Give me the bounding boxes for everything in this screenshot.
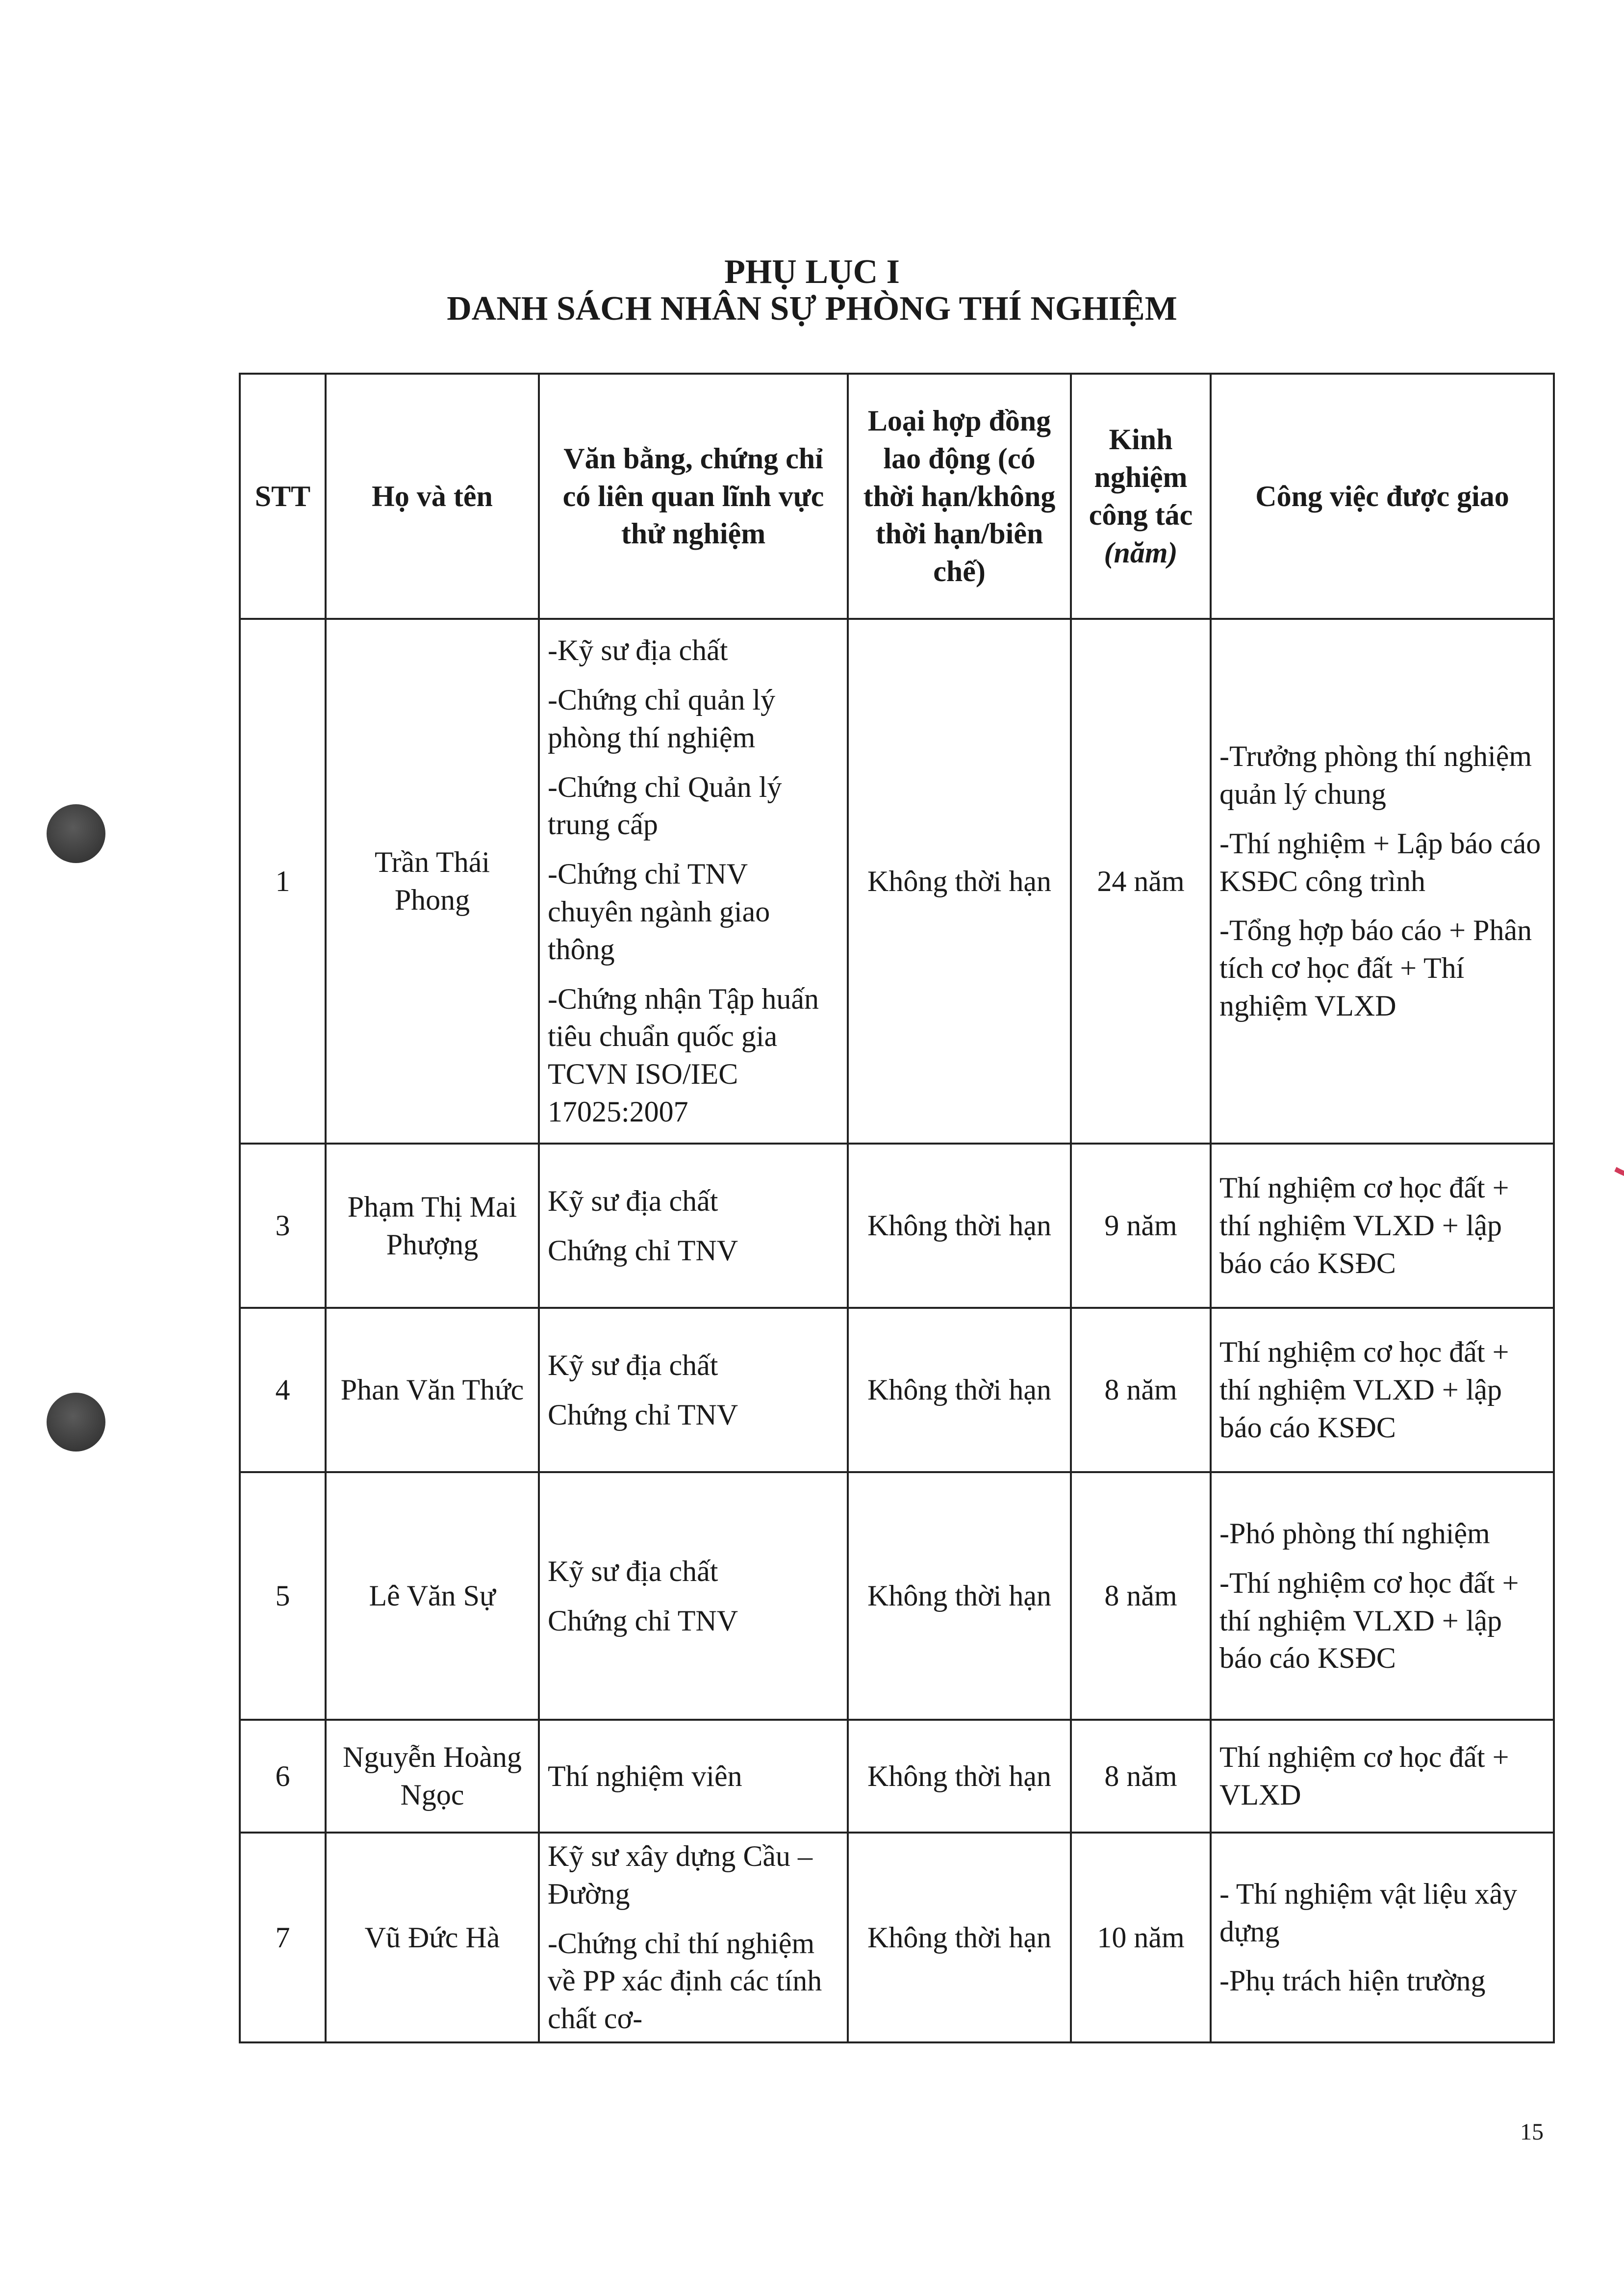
- cell-name: Trần Thái Phong: [326, 619, 539, 1144]
- document-title: DANH SÁCH NHÂN SỰ PHÒNG THÍ NGHIỆM: [447, 290, 1177, 328]
- header-experience: [1071, 374, 1211, 619]
- table-header-row: [240, 374, 1554, 619]
- page-number: 15: [1520, 2119, 1544, 2145]
- task-item: Thí nghiệm cơ học đất + thí nghiệm VLXD + lập báo cáo KSĐC: [1219, 1336, 1509, 1444]
- punch-hole: [47, 1393, 105, 1452]
- cert-item: -Chứng chỉ thí nghiệm về PP xác định các tính chất cơ-: [548, 1927, 822, 2035]
- cert-item: -Chứng nhận Tập huấn tiêu chuẩn quốc gia TCVN ISO/IEC 17025:2007: [548, 982, 819, 1128]
- cell-experience: 8 năm: [1071, 1720, 1211, 1833]
- table-row: [240, 1144, 1554, 1308]
- table-row: [240, 1472, 1554, 1720]
- cert-item: Kỹ sư địa chất: [548, 1184, 718, 1217]
- seal-stamp: [1559, 1285, 1624, 1481]
- cert-item: Kỹ sư xây dựng Cầu –Đường: [548, 1840, 812, 1910]
- cell-contract: Không thời hạn: [848, 1144, 1071, 1308]
- cert-item: -Chứng chỉ quản lý phòng thí nghiệm: [548, 684, 776, 754]
- task-item: -Phụ trách hiện trường: [1219, 1964, 1486, 1997]
- header-name: Họ và tên: [326, 374, 539, 619]
- cell-experience: 8 năm: [1071, 1308, 1211, 1472]
- task-item: Thí nghiệm cơ học đất + VLXD: [1219, 1741, 1509, 1811]
- cert-item: -Chứng chỉ Quản lý trung cấp: [548, 770, 782, 841]
- cell-stt: 4: [240, 1308, 326, 1472]
- cell-stt: 5: [240, 1472, 326, 1720]
- task-item: -Thí nghiệm cơ học đất + thí nghiệm VLXD + lập báo cáo KSĐC: [1219, 1566, 1519, 1675]
- cell-contract: Không thời hạn: [848, 1833, 1071, 2042]
- cell-certs: [539, 1833, 848, 2042]
- cell-tasks: [1211, 1833, 1554, 2042]
- cell-name: Vũ Đức Hà: [326, 1833, 539, 2042]
- cert-item: -Chứng chỉ TNV chuyên ngành giao thông: [548, 858, 770, 966]
- cell-tasks: [1211, 1472, 1554, 1720]
- cell-experience: 9 năm: [1071, 1144, 1211, 1308]
- header-experience-label: Kinh nghiệm công tác: [1089, 423, 1193, 531]
- cert-item: Chứng chỉ TNV: [548, 1604, 738, 1637]
- cell-experience: 10 năm: [1071, 1833, 1211, 2042]
- appendix-title: PHỤ LỤC I: [724, 253, 900, 291]
- cell-certs: [539, 1720, 848, 1833]
- table-row: [240, 1720, 1554, 1833]
- cell-tasks: [1211, 1308, 1554, 1472]
- header-stt: STT: [240, 374, 326, 619]
- task-item: -Thí nghiệm + Lập báo cáo KSĐC công trình: [1219, 827, 1541, 897]
- task-item: - Thí nghiệm vật liệu xây dựng: [1219, 1877, 1518, 1948]
- task-item: -Trưởng phòng thí nghiệm quản lý chung: [1219, 740, 1532, 810]
- task-item: -Phó phòng thí nghiệm: [1219, 1517, 1490, 1550]
- punch-hole: [47, 804, 105, 863]
- cell-name: Phạm Thị Mai Phượng: [326, 1144, 539, 1308]
- cert-item: Chứng chỉ TNV: [548, 1234, 738, 1267]
- header-task: Công việc được giao: [1211, 374, 1554, 619]
- cell-name: Nguyễn Hoàng Ngọc: [326, 1720, 539, 1833]
- cell-name: Phan Văn Thức: [326, 1308, 539, 1472]
- cell-experience: 24 năm: [1071, 619, 1211, 1144]
- cert-item: Chứng chỉ TNV: [548, 1398, 738, 1431]
- header-cert: Văn bằng, chứng chỉ có liên quan lĩnh vực thử nghiệm: [539, 374, 848, 619]
- cell-tasks: [1211, 1720, 1554, 1833]
- personnel-table: [239, 373, 1555, 2043]
- cell-stt: 3: [240, 1144, 326, 1308]
- cell-certs: [539, 619, 848, 1144]
- cell-stt: 6: [240, 1720, 326, 1833]
- cell-name: Lê Văn Sự: [326, 1472, 539, 1720]
- cell-contract: Không thời hạn: [848, 1720, 1071, 1833]
- table-row: [240, 1308, 1554, 1472]
- cert-item: -Kỹ sư địa chất: [548, 634, 728, 667]
- table-row: [240, 619, 1554, 1144]
- header-contract: Loại hợp đồng lao động (có thời hạn/không thời hạn/biên chế): [848, 374, 1071, 619]
- cell-tasks: [1211, 619, 1554, 1144]
- cell-stt: 1: [240, 619, 326, 1144]
- cert-item: Kỹ sư địa chất: [548, 1349, 718, 1381]
- cell-tasks: [1211, 1144, 1554, 1308]
- task-item: Thí nghiệm cơ học đất + thí nghiệm VLXD + lập báo cáo KSĐC: [1219, 1172, 1509, 1279]
- cell-stt: 7: [240, 1833, 326, 2042]
- cert-item: Thí nghiệm viên: [548, 1759, 742, 1792]
- cell-contract: Không thời hạn: [848, 1308, 1071, 1472]
- cell-contract: Không thời hạn: [848, 619, 1071, 1144]
- cell-certs: [539, 1308, 848, 1472]
- cert-item: Kỹ sư địa chất: [548, 1555, 718, 1587]
- table-row: [240, 1833, 1554, 2042]
- cell-certs: [539, 1472, 848, 1720]
- task-item: -Tổng hợp báo cáo + Phân tích cơ học đất + Thí nghiệm VLXD: [1219, 914, 1532, 1022]
- header-experience-unit: (năm): [1104, 536, 1178, 569]
- cell-certs: [539, 1144, 848, 1308]
- cell-experience: 8 năm: [1071, 1472, 1211, 1720]
- cell-contract: Không thời hạn: [848, 1472, 1071, 1720]
